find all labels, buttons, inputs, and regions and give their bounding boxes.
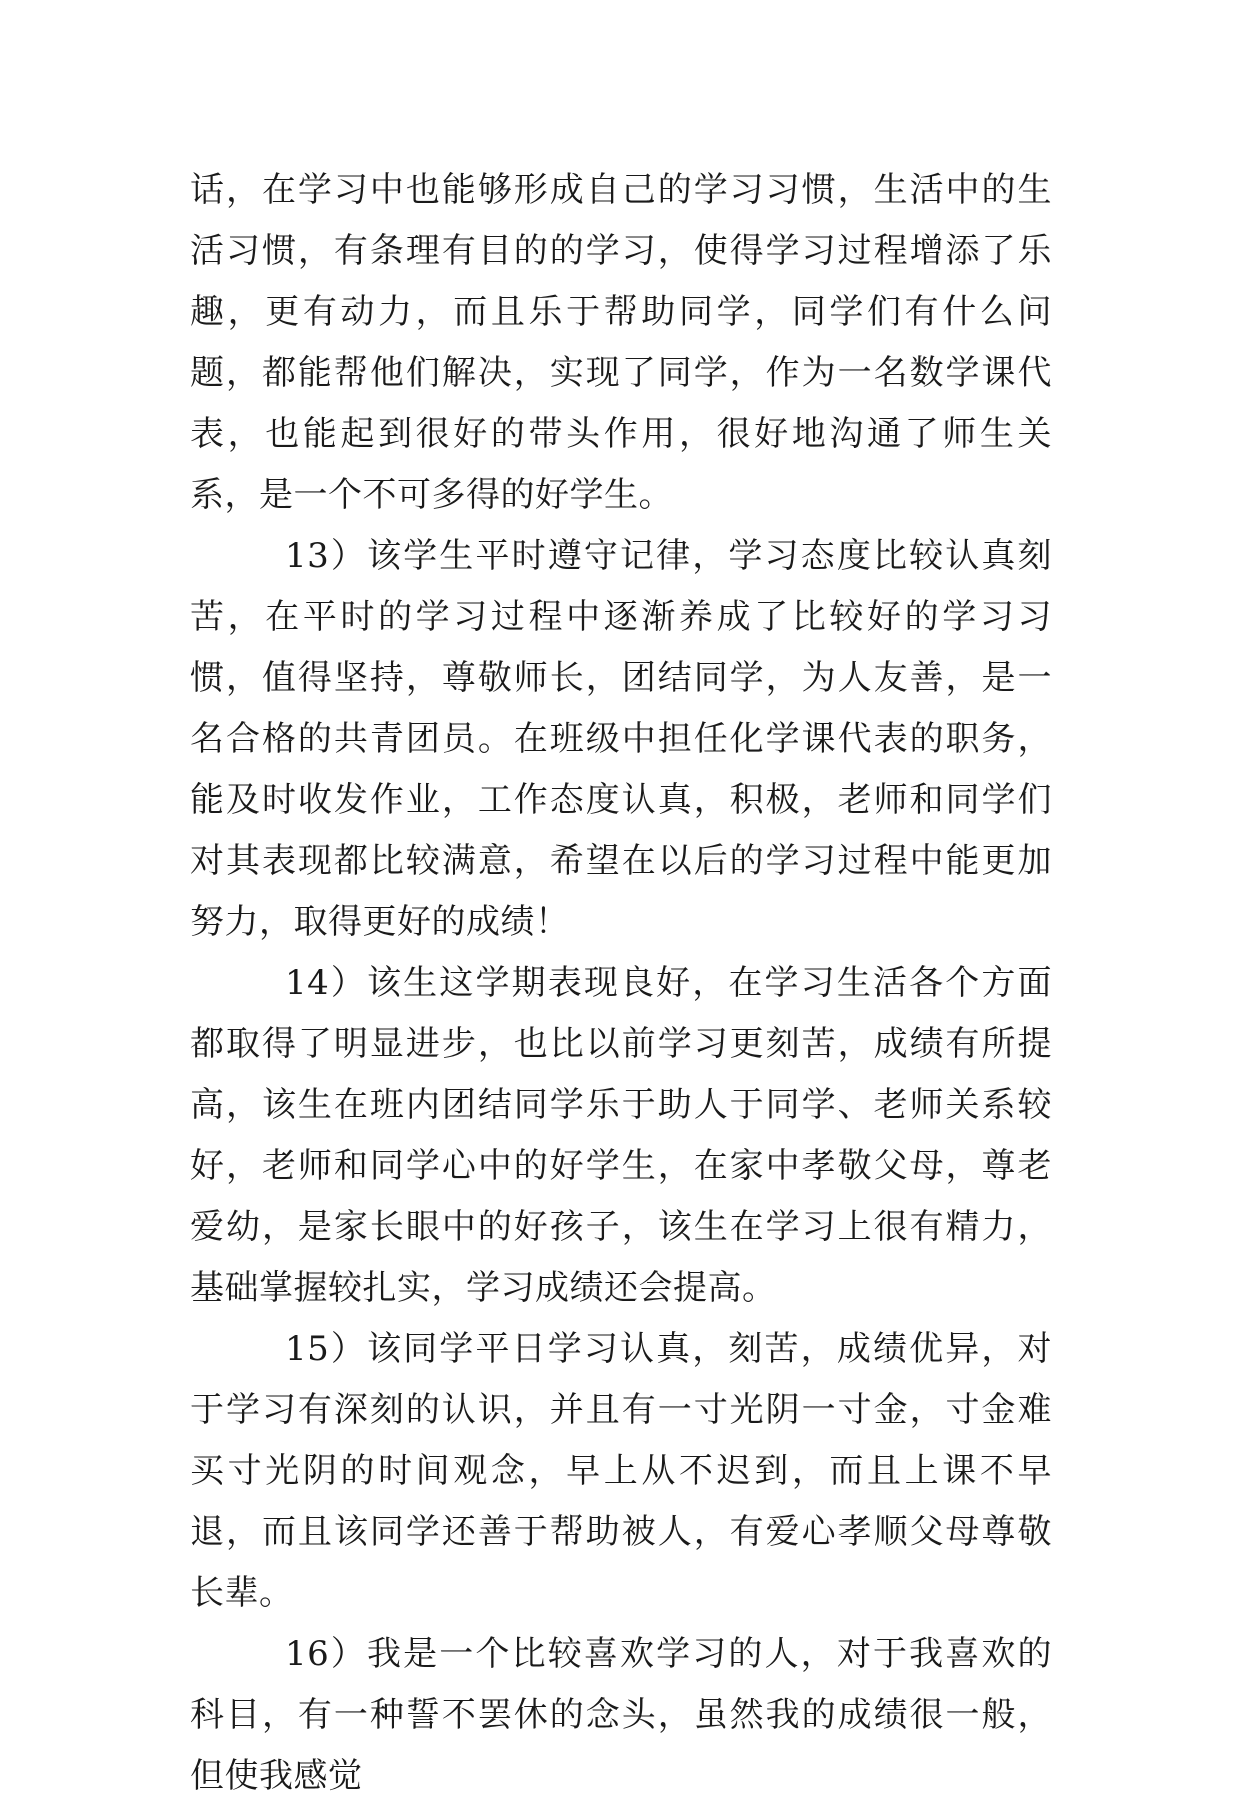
paragraph-item-13: 13）该学生平时遵守记律，学习态度比较认真刻苦，在平时的学习过程中逐渐养成了比较好的学习习惯，值得坚持，尊敬师长，团结同学，为人友善，是一名合格的共青团员。在班级中担任化学课代表的职务，能及时收发作业，工作态度认真，积极，老师和同学们对其表现都比较满意，希望在以后的学习过程中能更加努力，取得更好的成绩！ [190, 536, 1052, 942]
document-body [190, 160, 1052, 1807]
paragraph-item-16: 16）我是一个比较喜欢学习的人，对于我喜欢的科目，有一种誓不罢休的念头，虽然我的成绩很一般，但使我感觉 [190, 1634, 1052, 1796]
paragraph-item-15: 15）该同学平日学习认真，刻苦，成绩优异，对于学习有深刻的认识，并且有一寸光阴一寸金，寸金难买寸光阴的时间观念，早上从不迟到，而且上课不早退，而且该同学还善于帮助被人，有爱心孝顺父母尊敬长辈。 [190, 1329, 1052, 1613]
paragraph-continuation: 话，在学习中也能够形成自己的学习习惯，生活中的生活习惯，有条理有目的的学习，使得学习过程增添了乐趣，更有动力，而且乐于帮助同学，同学们有什么问题，都能帮他们解决，实现了同学，作为一名数学课代表，也能起到很好的带头作用，很好地沟通了师生关系，是一个不可多得的好学生。 [190, 170, 1052, 515]
paragraph-item-14: 14）该生这学期表现良好，在学习生活各个方面都取得了明显进步，也比以前学习更刻苦，成绩有所提高，该生在班内团结同学乐于助人于同学、老师关系较好，老师和同学心中的好学生，在家中孝敬父母，尊老爱幼，是家长眼中的好孩子，该生在学习上很有精力，基础掌握较扎实，学习成绩还会提高。 [190, 963, 1052, 1308]
